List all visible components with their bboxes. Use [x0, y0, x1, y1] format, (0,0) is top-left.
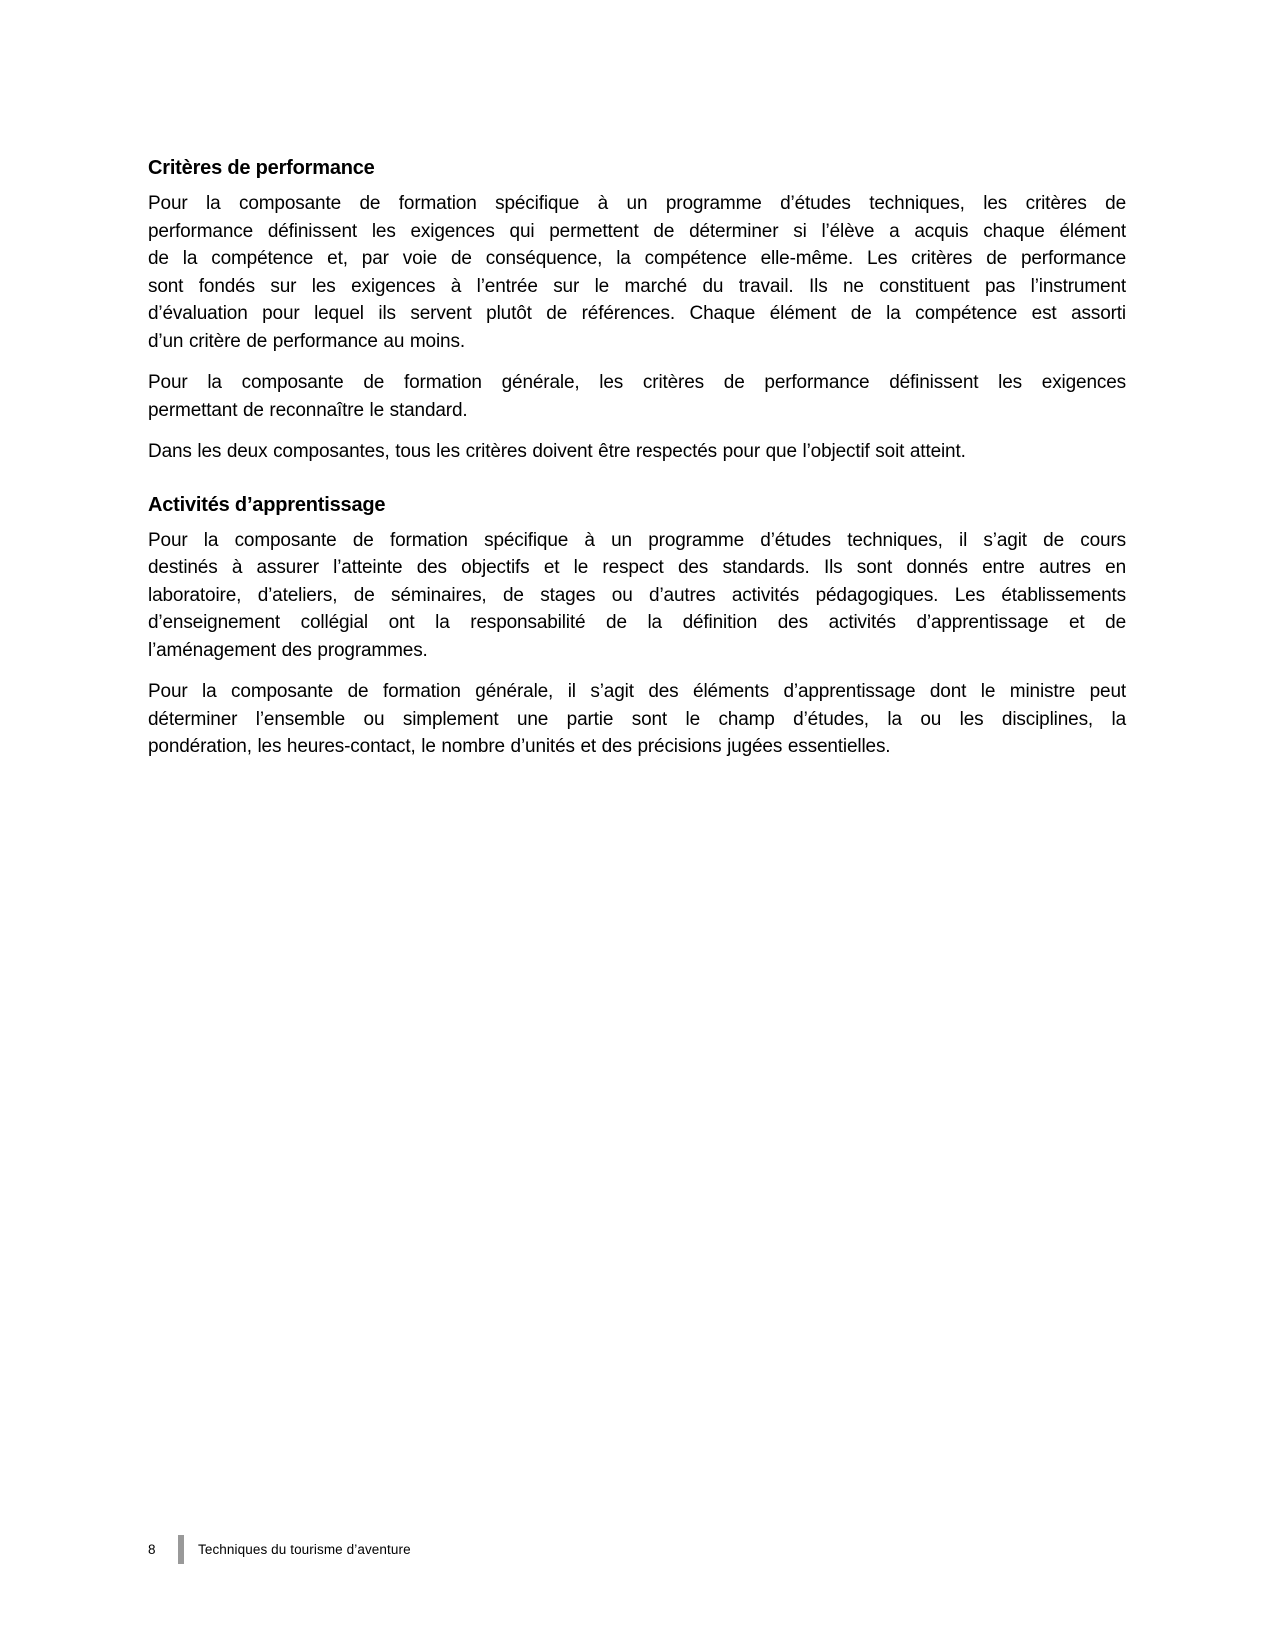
paragraph [148, 369, 1126, 424]
page-footer [148, 1534, 411, 1564]
text-line: d’évaluation pour lequel ils servent plutôt de références. Chaque élément de la compétence est assorti [148, 303, 1126, 324]
section-criteres-de-performance [148, 155, 1126, 466]
paragraph [148, 190, 1126, 355]
text-line: de la compétence et, par voie de conséquence, la compétence elle-même. Les critères de performance [148, 248, 1126, 269]
text-line: Pour la composante de formation générale, les critères de performance définissent les exigences [148, 372, 1126, 393]
section-paragraphs [148, 527, 1126, 761]
footer-document-title: Techniques du tourisme d’aventure [198, 1541, 411, 1557]
text-line: d’enseignement collégial ont la responsabilité de la définition des activités d’apprentissage et de [148, 612, 1126, 633]
paragraph [148, 678, 1126, 761]
text-line: Pour la composante de formation générale, il s’agit des éléments d’apprentissage dont le ministre peut [148, 681, 1126, 702]
text-line: laboratoire, d’ateliers, de séminaires, de stages ou d’autres activités pédagogiques. Les établissements [148, 584, 1126, 606]
text-line: permettant de reconnaître le standard. [148, 399, 468, 421]
text-line: destinés à assurer l’atteinte des objectifs et le respect des standards. Ils sont donnés entre autres en [148, 557, 1126, 578]
text-line: l’aménagement des programmes. [148, 639, 428, 661]
section-heading-criteres: Critères de performance [148, 157, 375, 179]
text-line: d’un critère de performance au moins. [148, 330, 465, 352]
page-number: 8 [148, 1541, 156, 1557]
text-line: Pour la composante de formation spécifique à un programme d’études techniques, les critères de [148, 193, 1126, 214]
section-activites-apprentissage [148, 492, 1126, 761]
text-line: sont fondés sur les exigences à l’entrée sur le marché du travail. Ils ne constituent pas l’instrument [148, 275, 1126, 297]
document-body [148, 155, 1126, 761]
section-heading-activites: Activités d’apprentissage [148, 493, 386, 516]
footer-divider-bar [178, 1535, 184, 1564]
text-line: pondération, les heures-contact, le nombre d’unités et des précisions jugées essentielles. [148, 736, 891, 757]
paragraph [148, 438, 1126, 466]
text-line: déterminer l’ensemble ou simplement une partie sont le champ d’études, la ou les disciplines, la [148, 708, 1126, 730]
paragraph [148, 527, 1126, 665]
text-line: Dans les deux composantes, tous les critères doivent être respectés pour que l’objectif soit atteint. [148, 441, 966, 462]
section-paragraphs [148, 190, 1126, 466]
text-line: performance définissent les exigences qui permettent de déterminer si l’élève a acquis chaque élément [148, 220, 1126, 242]
text-line: Pour la composante de formation spécifique à un programme d’études techniques, il s’agit de cours [148, 529, 1126, 551]
